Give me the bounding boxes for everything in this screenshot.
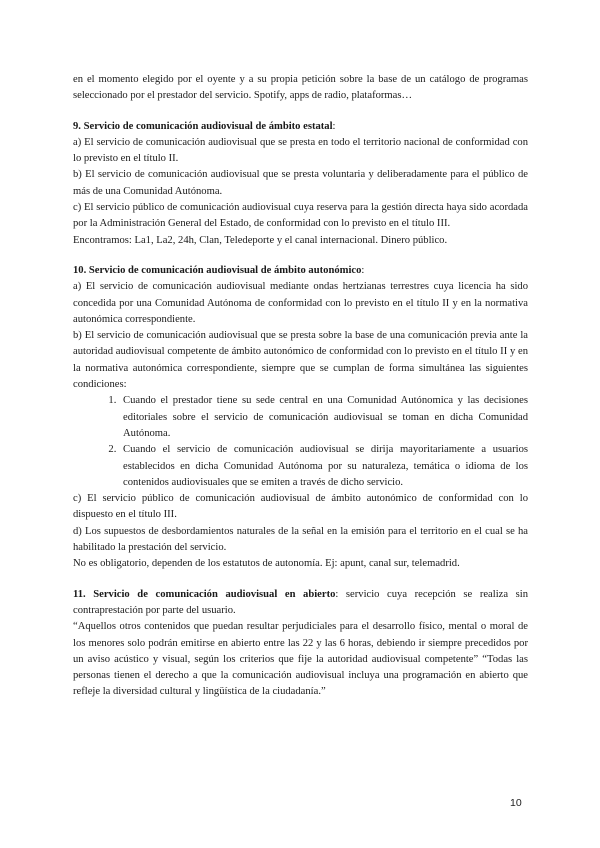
section-9-heading: 9. Servicio de comunicación audiovisual de ámbito estatal: [73, 120, 333, 132]
section-9-item-c: c) El servicio público de comunicación audiovisual cuya reserva para la gestión directa haya sido acordada por la Administración General del Estado, de conformidad con lo previsto en el título III.: [73, 202, 528, 230]
section-9-heading-line: [73, 119, 528, 135]
section-11-intro: [73, 587, 528, 620]
section-10-item-d: d) Los supuestos de desbordamientos naturales de la señal en la emisión para el territorio en el cual se ha habilitado la prestación del servicio.: [73, 525, 528, 554]
intro-paragraph: en el momento elegido por el oyente y a su propia petición sobre la base de un catálogo de programas seleccionado por el prestador del servicio. Spotify, apps de radio, plataformas…: [73, 74, 528, 102]
section-9-colon: :: [332, 120, 336, 132]
section-10-heading-line: [73, 263, 528, 279]
section-9-item-a: a) El servicio de comunicación audiovisual que se presta en todo el territorio nacional de conformidad con lo previsto en el título II.: [73, 136, 528, 165]
section-11-quote: “Aquellos otros contenidos que puedan resultar perjudiciales para el desarrollo físico, mental o moral de los menores solo podrán emitirse en abierto entre las 22 y las 6 horas, debiendo ir siempre precedidos por un aviso acústico y visual, según los criterios que fije la autoridad audiovisual competente” “Todas las personas tienen el derecho a que la comunicación audiovisual incluya una programación en abierto que refleje la diversidad cultural y lingüística de la ciudadanía.”: [73, 621, 528, 698]
section-10-item-b: b) El servicio de comunicación audiovisual que se presta sobre la base de una comunicación previa ante la autoridad audiovisual competente de ámbito autonómico de conformidad con lo previsto en el título II y en la normativa autonómica correspondiente, siempre que se cumplan de forma simultánea las siguientes condiciones:: [73, 330, 528, 391]
document-page: [73, 72, 528, 701]
section-10-condition-1: 1. Cuando el prestador tiene su sede central en una Comunidad Autónomica y las decisiones editoriales sobre el servicio de comunicación audiovisual se toman en dicha Comunidad Autónoma.: [119, 393, 528, 442]
page-number: 10: [510, 797, 522, 809]
section-9-note: Encontramos: La1, La2, 24h, Clan, Teledeporte y el canal internacional. Dinero público.: [73, 234, 448, 246]
section-10-heading: 10. Servicio de comunicación audiovisual de ámbito autonómico: [73, 264, 362, 276]
section-9-item-b: b) El servicio de comunicación audiovisual que se presta voluntaria y deliberadamente para el público de más de una Comunidad Autónoma.: [73, 169, 528, 197]
section-11-heading: 11. Servicio de comunicación audiovisual en abierto: [73, 588, 336, 600]
section-10-condition-2: 2. Cuando el servicio de comunicación audiovisual se dirija mayoritariamente a usuarios establecidos en dicha Comunidad Autónoma por su naturaleza, temática o idioma de los contenidos audiovisuales que se emiten a través de dicho servicio.: [119, 442, 528, 491]
section-10-item-a: a) El servicio de comunicación audiovisual mediante ondas hertzianas terrestres cuya licencia ha sido concedida por una Comunidad Autónoma de conformidad con lo previsto en el título II y en la normativa autonómica correspondiente.: [73, 281, 528, 325]
section-10-item-c: c) El servicio público de comunicación audiovisual de ámbito autonómico de conformidad con lo dispuesto en el título III.: [73, 493, 528, 521]
section-10-conditions-list: [73, 393, 528, 491]
section-10-note: No es obligatorio, dependen de los estatutos de autonomía. Ej: apunt, canal sur, telemadrid.: [73, 558, 460, 570]
section-10-colon: :: [361, 264, 365, 276]
section-11-definition: : servicio cuya recepción se realiza sin contraprestación por parte del usuario.: [73, 588, 528, 616]
